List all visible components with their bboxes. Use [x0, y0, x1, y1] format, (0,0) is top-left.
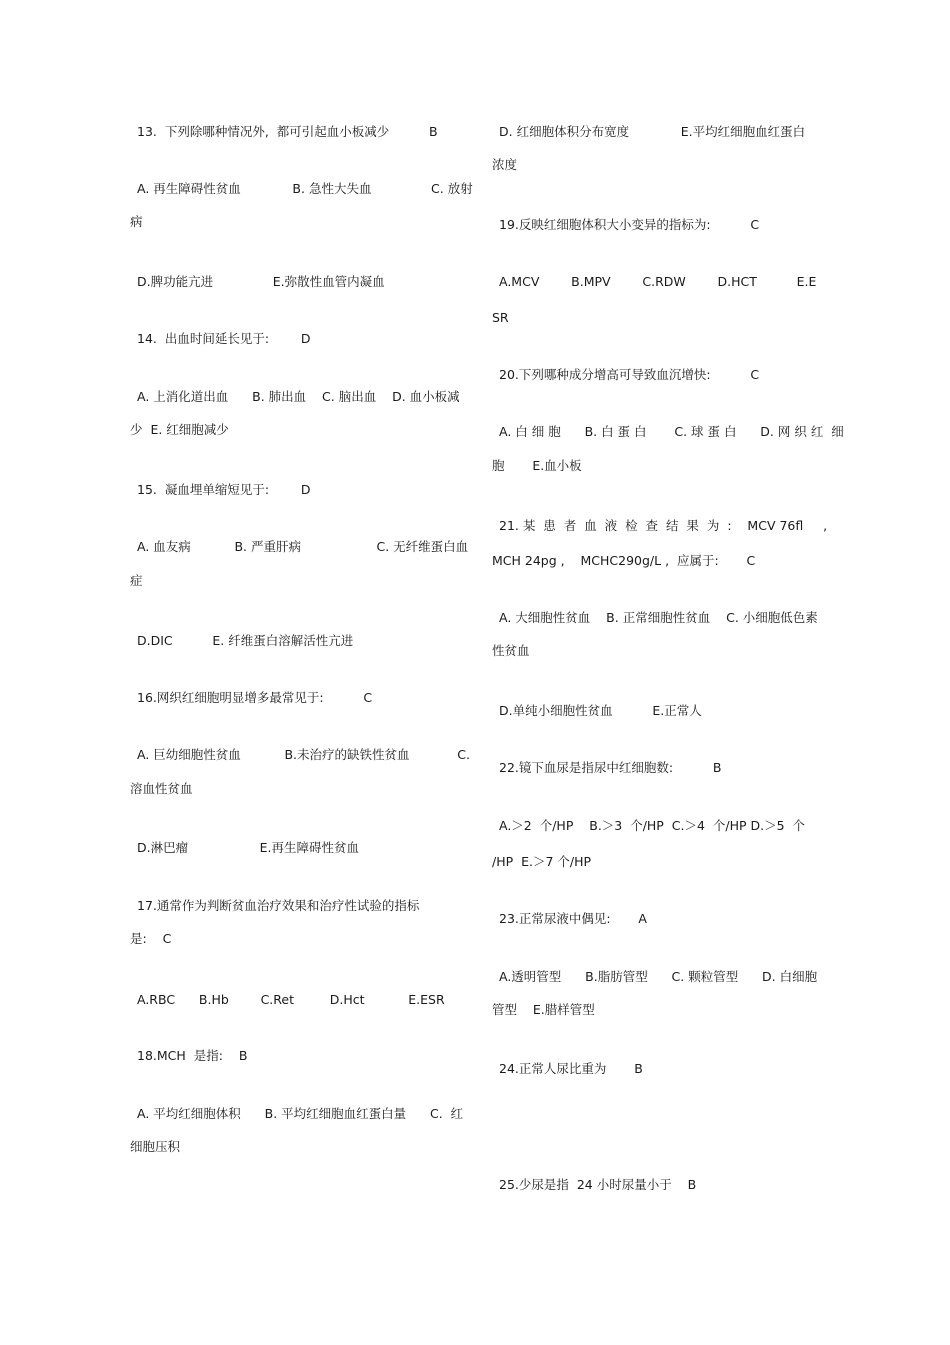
q16-stem: 16.网织红细胞明显增多最常见于: C	[137, 690, 373, 705]
q19-options-line2: SR	[492, 310, 509, 325]
q16-options-line1: A. 巨幼细胞性贫血 B.未治疗的缺铁性贫血 C.	[137, 747, 470, 762]
q21-options-line2: 性贫血	[492, 643, 530, 658]
q13-options-line3: D.脾功能亢进 E.弥散性血管内凝血	[137, 274, 385, 289]
q19-stem: 19.反映红细胞体积大小变异的指标为: C	[499, 217, 760, 232]
q22-options-line2: /HP E.＞7 个/HP	[492, 854, 592, 869]
q18-options-line3: D. 红细胞体积分布宽度 E.平均红细胞血红蛋白	[499, 124, 806, 139]
q19-options-line1: A.MCV B.MPV C.RDW D.HCT E.E	[499, 274, 817, 289]
q15-stem: 15. 凝血埋单缩短见于: D	[137, 482, 311, 497]
q23-stem: 23.正常尿液中偶见: A	[499, 911, 647, 926]
q22-options-line1: A.＞2 个/HP B.＞3 个/HP C.＞4 个/HP D.＞5 个	[499, 818, 806, 833]
q13-stem: 13. 下列除哪种情况外, 都可引起血小板减少 B	[137, 124, 438, 139]
q23-options-line1: A.透明管型 B.脂肪管型 C. 颗粒管型 D. 白细胞	[499, 969, 818, 984]
q20-options-line2: 胞 E.血小板	[492, 458, 582, 473]
q25-stem: 25.少尿是指 24 小时尿量小于 B	[499, 1177, 697, 1192]
q20-stem: 20.下列哪种成分增高可导致血沉增快: C	[499, 367, 760, 382]
q17-stem-line1: 17.通常作为判断贫血治疗效果和治疗性试验的指标	[137, 898, 420, 913]
q18-options-line1: A. 平均红细胞体积 B. 平均红细胞血红蛋白量 C. 红	[137, 1106, 464, 1121]
q15-options-line2: 症	[130, 573, 143, 588]
q14-stem: 14. 出血时间延长见于: D	[137, 331, 311, 346]
q21-options-line1: A. 大细胞性贫血 B. 正常细胞性贫血 C. 小细胞低色素	[499, 610, 818, 625]
q24-stem: 24.正常人尿比重为 B	[499, 1061, 643, 1076]
q15-options-line1: A. 血友病 B. 严重肝病 C. 无纤维蛋白血	[137, 539, 469, 554]
q16-options-line3: D.淋巴瘤 E.再生障碍性贫血	[137, 840, 359, 855]
q14-options-line1: A. 上消化道出血 B. 肺出血 C. 脑出血 D. 血小板减	[137, 389, 460, 404]
q18-options-line4: 浓度	[492, 157, 518, 172]
q23-options-line2: 管型 E.腊样管型	[492, 1002, 595, 1017]
q16-options-line2: 溶血性贫血	[130, 781, 193, 796]
q21-options-line3: D.单纯小细胞性贫血 E.正常人	[499, 703, 702, 718]
q14-options-line2: 少 E. 红细胞减少	[130, 422, 229, 437]
q21-stem-line1: 21. 某 患 者 血 液 检 查 结 果 为 : MCV 76fl ,	[499, 518, 828, 533]
q13-options-line1: A. 再生障碍性贫血 B. 急性大失血 C. 放射	[137, 181, 473, 196]
q15-options-line3: D.DIC E. 纤维蛋白溶解活性亢进	[137, 633, 354, 648]
q20-options-line1: A. 白 细 胞 B. 白 蛋 白 C. 球 蛋 白 D. 网 织 红 细	[499, 424, 844, 439]
q18-options-line2: 细胞压积	[130, 1139, 181, 1154]
q17-options: A.RBC B.Hb C.Ret D.Hct E.ESR	[137, 992, 445, 1007]
q17-stem-line2: 是: C	[130, 931, 172, 946]
q18-stem: 18.MCH 是指: B	[137, 1048, 248, 1063]
q22-stem: 22.镜下血尿是指尿中红细胞数: B	[499, 760, 722, 775]
q21-stem-line2: MCH 24pg , MCHC290g/L , 应属于: C	[492, 553, 756, 568]
q13-options-line2: 病	[130, 214, 143, 229]
